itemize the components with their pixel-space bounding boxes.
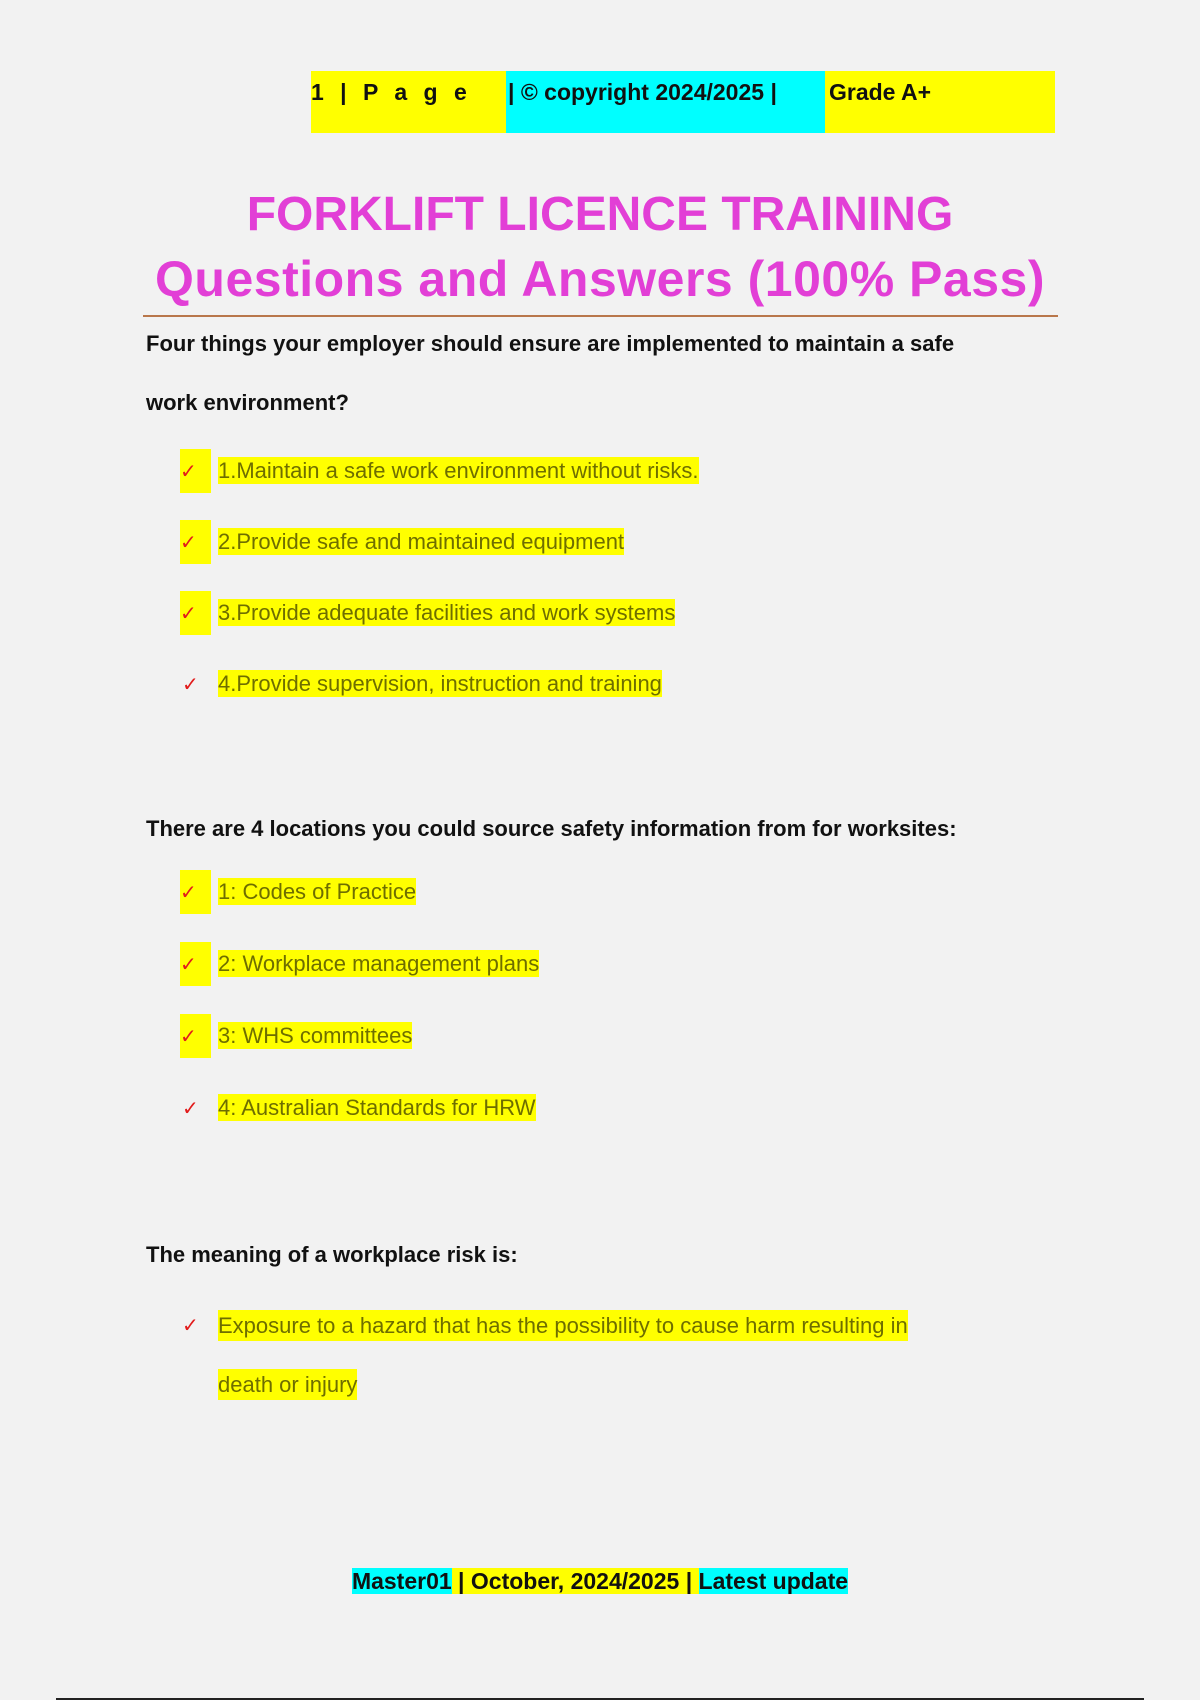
- list-item: [182, 1296, 1066, 1414]
- copyright-label: | © copyright 2024/2025 |: [506, 71, 825, 133]
- check-icon: ✓: [182, 1313, 199, 1337]
- answer-list: [146, 1296, 1066, 1414]
- title-line-1: FORKLIFT LICENCE TRAINING: [246, 188, 954, 241]
- list-item: [182, 942, 1066, 986]
- answer-text-line: death or injury: [218, 1369, 357, 1400]
- answer-text: 3: WHS committees: [218, 1023, 413, 1048]
- answer-text: 1.Maintain a safe work environment without risks.: [218, 458, 699, 483]
- question-text: [146, 314, 1066, 432]
- list-item: [182, 449, 1066, 493]
- check-icon: ✓: [182, 1096, 199, 1120]
- question-text: [146, 1225, 1066, 1284]
- qa-section-1: [146, 314, 1066, 706]
- list-item: [182, 1086, 1066, 1130]
- question-line: work environment?: [146, 390, 349, 415]
- list-item: [182, 662, 1066, 706]
- check-icon: ✓: [180, 942, 211, 986]
- title-line-2: Questions and Answers (100% Pass): [155, 251, 1045, 307]
- list-item: [182, 520, 1066, 564]
- answer-text: 4.Provide supervision, instruction and training: [218, 671, 662, 696]
- check-icon: ✓: [180, 520, 211, 564]
- list-item: [182, 870, 1066, 914]
- footer-date: October, 2024/2025: [470, 1568, 680, 1594]
- qa-section-3: [146, 1225, 1066, 1414]
- question-text: [146, 799, 1066, 858]
- grade-label: Grade A+: [825, 71, 1055, 133]
- footer-author: Master01: [351, 1568, 452, 1594]
- check-icon: ✓: [180, 1014, 211, 1058]
- answer-text: 4: Australian Standards for HRW: [218, 1095, 536, 1120]
- question-line: There are 4 locations you could source safety information from for worksites:: [146, 816, 957, 841]
- list-item: [182, 1014, 1066, 1058]
- question-line: Four things your employer should ensure are implemented to maintain a safe: [146, 331, 955, 356]
- answer-text: 1: Codes of Practice: [218, 879, 417, 904]
- answer-text: 2: Workplace management plans: [218, 951, 540, 976]
- page-footer: [0, 1568, 1200, 1595]
- answer-text: 2.Provide safe and maintained equipment: [218, 529, 625, 554]
- answer-list: [146, 449, 1066, 706]
- question-line: The meaning of a workplace risk is:: [146, 1242, 518, 1267]
- answer-text-line: Exposure to a hazard that has the possibility to cause harm resulting in: [218, 1310, 908, 1341]
- footer-separator: |: [451, 1568, 471, 1594]
- check-icon: ✓: [180, 591, 211, 635]
- check-icon: ✓: [182, 672, 199, 696]
- qa-section-2: [146, 799, 1066, 1130]
- check-icon: ✓: [180, 870, 211, 914]
- list-item: [182, 591, 1066, 635]
- footer-update-label: Latest update: [698, 1568, 849, 1594]
- answer-list: [146, 870, 1066, 1130]
- page-header: [311, 71, 1055, 133]
- page-number-label: 1 | P a g e: [311, 71, 506, 133]
- document-title: [140, 186, 1060, 314]
- check-icon: ✓: [180, 449, 211, 493]
- footer-separator: |: [679, 1568, 699, 1594]
- answer-text: 3.Provide adequate facilities and work systems: [218, 600, 676, 625]
